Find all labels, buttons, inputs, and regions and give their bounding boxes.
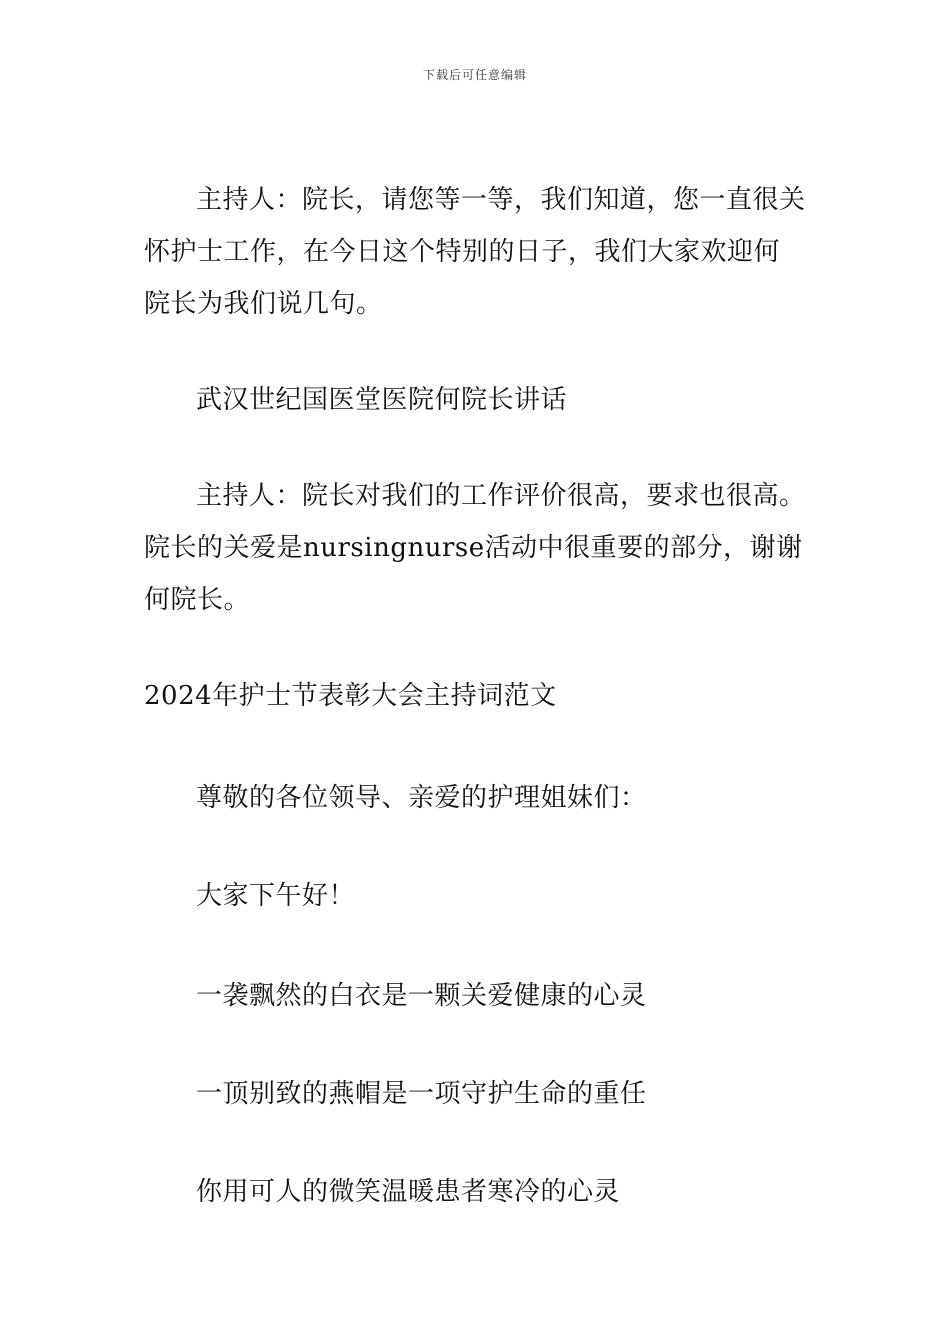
paragraph-speech-title: 武汉世纪国医堂医院何院长讲话 xyxy=(196,385,568,415)
paragraph-good-afternoon: 大家下午好！ xyxy=(196,881,356,911)
paragraph-verse-3: 你用可人的微笑温暖患者寒冷的心灵 xyxy=(196,1177,621,1207)
paragraph-greeting: 尊敬的各位领导、亲爱的护理姐妹们： xyxy=(196,783,647,813)
paragraph-verse-1: 一袭飘然的白衣是一颗关爱健康的心灵 xyxy=(196,981,647,1011)
section-heading: 2024年护士节表彰大会主持词范文 xyxy=(144,681,557,711)
paragraph-host-request: 主持人：院长，请您等一等，我们知道，您一直很关怀护士工作，在今日这个特别的日子，我们大家欢迎何院长为我们说几句。 xyxy=(144,185,806,319)
page-header-note: 下载后可任意编辑 xyxy=(422,68,527,82)
paragraph-host-thanks: 主持人：院长对我们的工作评价很高，要求也很高。院长的关爱是nursingnurse活动中很重要的部分，谢谢何院长。 xyxy=(144,481,806,615)
paragraph-verse-2: 一顶别致的燕帽是一项守护生命的重任 xyxy=(196,1079,647,1109)
